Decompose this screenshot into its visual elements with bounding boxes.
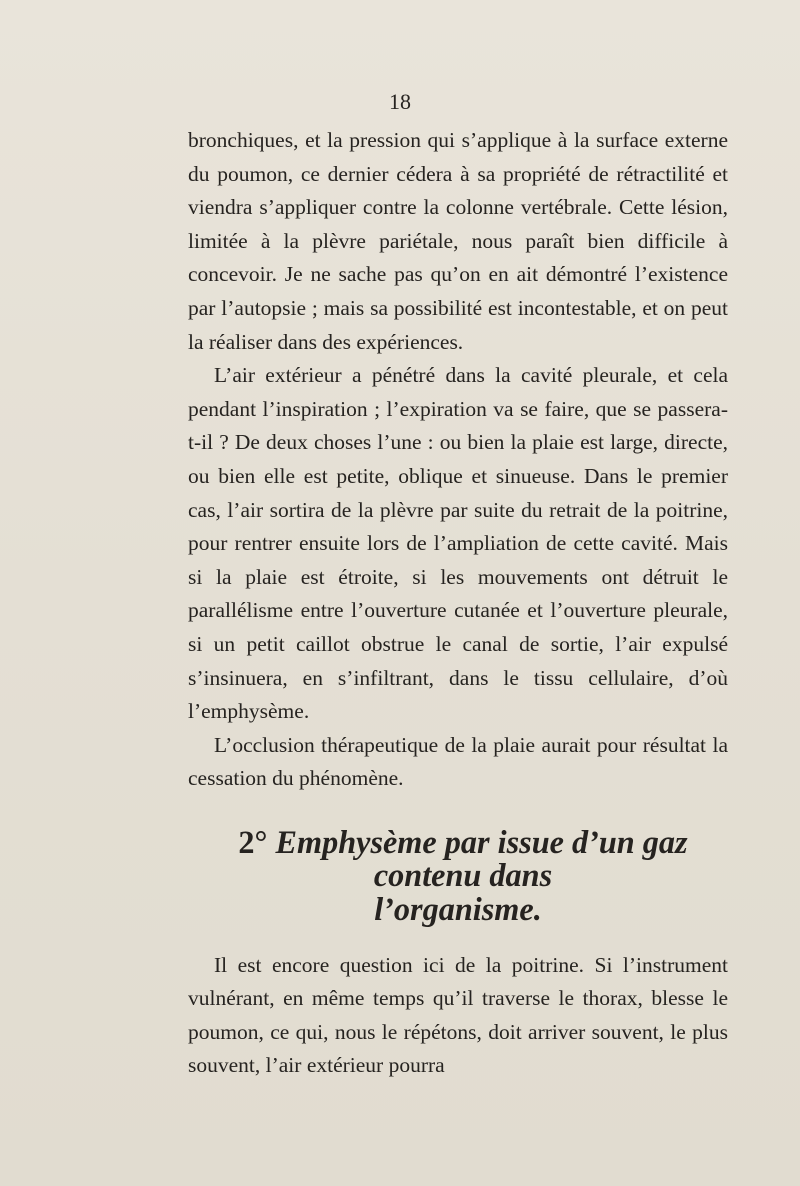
section-heading-line-1 <box>188 823 728 894</box>
section-title-part-2: l’organisme. <box>374 891 542 928</box>
paragraph-air-exterieur: L’air extérieur a pénétré dans la cavité pleurale, et cela pendant l’inspiration ; l’expiration va se faire, que se passera-t-il ? De deux choses l’une : ou bien la plaie est large, directe, ou bien elle est petite, oblique et sinueuse. Dans le premier cas, l’air sortira de la plèvre par suite du retrait de la poitrine, pour rentrer ensuite lors de l’ampliation de cette cavité. Mais si la plaie est étroite, si les mouvements ont détruit le parallélisme entre l’ouverture cutanée et l’ouverture pleurale, si un petit caillot obstrue le canal de sortie, l’air expulsé s’insinuera, en s’infiltrant, dans le tissu cellulaire, d’où l’emphysème. <box>188 363 728 724</box>
paragraph-continuation: bronchiques, et la pression qui s’applique à la surface externe du poumon, ce dernier cédera à sa propriété de rétractilité et viendra s’appliquer contre la colonne vertébrale. Cette lésion, limitée à la plèvre pariétale, nous paraît bien difficile à concevoir. Je ne sache pas qu’on en ait démontré l’existence par l’autopsie ; mais sa possibilité est incontestable, et on peut la réaliser dans des expériences. <box>188 128 728 354</box>
paragraph-poitrine: Il est encore question ici de la poitrine. Si l’instrument vulnérant, en même temps qu’il traverse le thorax, blesse le poumon, ce qui, nous le répétons, doit arriver souvent, le plus souvent, l’air extérieur pourra <box>188 952 728 1078</box>
body-text <box>188 124 728 1083</box>
paragraph-occlusion: L’occlusion thérapeutique de la plaie aurait pour résultat la cessation du phénomène. <box>188 732 728 791</box>
section-number: 2° <box>238 823 268 860</box>
section-heading <box>188 796 728 949</box>
section-title-part-1: Emphysème par issue d’un gaz contenu dans <box>275 823 688 894</box>
page-number: 18 <box>389 89 411 114</box>
